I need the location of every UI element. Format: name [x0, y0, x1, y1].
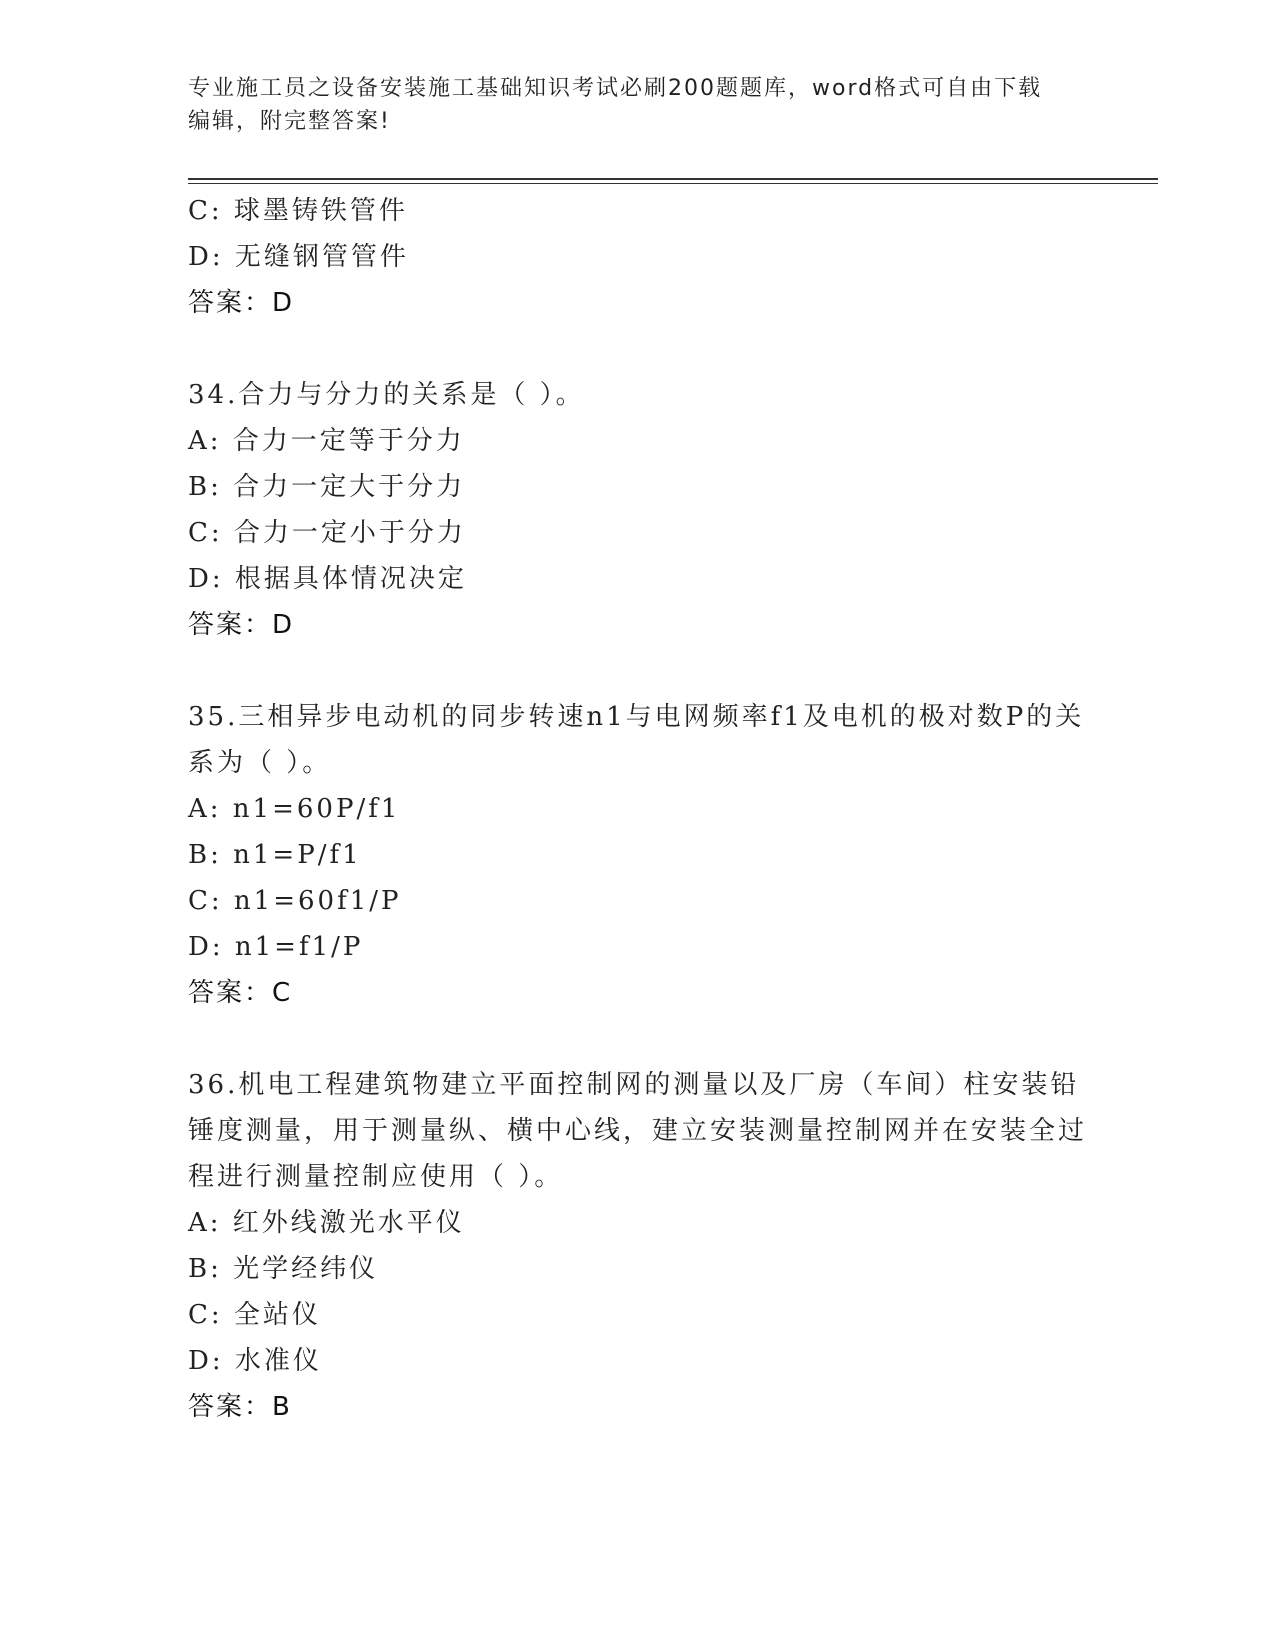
spacer	[188, 326, 1088, 372]
question-text: 36.机电工程建筑物建立平面控制网的测量以及厂房（车间）柱安装铅锤度测量，用于测量纵、横中心线，建立安装测量控制网并在安装全过程进行测量控制应使用（ ）。	[188, 1070, 1088, 1192]
option-c: C: 全站仪	[188, 1300, 321, 1330]
option-a: A: n1=60P/f1	[188, 794, 401, 824]
option-c: C: n1=60f1/P	[188, 886, 402, 916]
question-34	[188, 372, 1088, 648]
answer-line: 答案：D	[188, 610, 295, 640]
header-divider-thin	[188, 183, 1158, 184]
header-line-1: 专业施工员之设备安装施工基础知识考试必刷200题题库，word格式可自由下载	[188, 76, 1043, 101]
spacer	[188, 648, 1088, 694]
option-b: B: 合力一定大于分力	[188, 472, 466, 502]
spacer	[188, 1016, 1088, 1062]
document-header	[188, 72, 1088, 138]
answer-line: 答案：B	[188, 1392, 292, 1422]
option-c: C: 合力一定小于分力	[188, 518, 466, 548]
answer-line: 答案：D	[188, 288, 295, 318]
option-b: B: 光学经纬仪	[188, 1254, 379, 1284]
option-a: A: 红外线激光水平仪	[188, 1208, 465, 1238]
option-d: D: n1=f1/P	[188, 932, 364, 962]
question-text: 35.三相异步电动机的同步转速n1与电网频率f1及电机的极对数P的关系为（ ）。	[188, 702, 1085, 778]
option-a: A: 合力一定等于分力	[188, 426, 465, 456]
header-divider-thick	[188, 178, 1158, 180]
question-35	[188, 694, 1088, 1016]
option-c: C: 球墨铸铁管件	[188, 196, 408, 226]
question-36	[188, 1062, 1088, 1430]
previous-question-tail	[188, 188, 1088, 326]
question-list	[188, 188, 1088, 1430]
header-line-2: 编辑，附完整答案!	[188, 109, 391, 134]
answer-line: 答案：C	[188, 978, 293, 1008]
option-d: D: 根据具体情况决定	[188, 564, 467, 594]
option-d: D: 无缝钢管管件	[188, 242, 409, 272]
question-text: 34.合力与分力的关系是（ ）。	[188, 380, 585, 410]
option-d: D: 水准仪	[188, 1346, 322, 1376]
option-b: B: n1=P/f1	[188, 840, 362, 870]
